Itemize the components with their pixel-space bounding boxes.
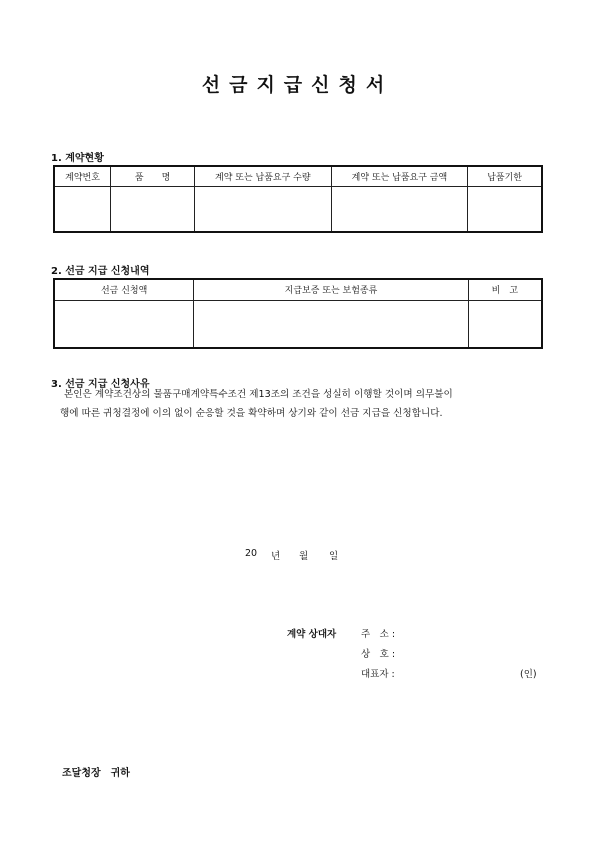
cell-amount[interactable] [331, 186, 468, 232]
col-deadline: 납품기한 [468, 166, 542, 186]
seal-mark: (인) [520, 669, 537, 680]
col-amount: 계약 또는 납품요구 금액 [331, 166, 468, 186]
date-month-label: 월 [299, 551, 309, 562]
representative-label: 대표자 : [361, 669, 395, 680]
cell-contract-no[interactable] [54, 186, 111, 232]
reason-line-1: 본인은 계약조건상의 물품구매계약특수조건 제13조의 조건을 성실히 이행할 것이며 의무불이 [64, 389, 453, 400]
date-year-label: 년 [271, 551, 281, 562]
col-guarantee-type: 지급보증 또는 보험종류 [194, 279, 468, 300]
section1-heading: 1. 계약현황 [51, 153, 104, 164]
cell-item-name[interactable] [111, 186, 195, 232]
reason-paragraph [60, 385, 544, 423]
section3-heading: 3. 선금 지급 신청사유 [51, 379, 150, 390]
date-year: 20 [245, 548, 258, 559]
col-advance-amount: 선금 신청액 [54, 279, 194, 300]
cell-quantity[interactable] [195, 186, 332, 232]
signer-label: 계약 상대자 [287, 629, 337, 640]
document-title: 선금지급신청서 [201, 74, 394, 96]
cell-advance-amount[interactable] [54, 300, 194, 348]
col-contract-no: 계약번호 [54, 166, 111, 186]
reason-line-2: 행에 따른 귀청결정에 이의 없이 순응할 것을 확약하며 상기와 같이 선금 지급을 신청합니다. [60, 408, 443, 419]
section2-heading: 2. 선금 지급 신청내역 [51, 266, 150, 277]
addressee: 조달청장 귀하 [62, 768, 130, 779]
cell-deadline[interactable] [468, 186, 542, 232]
address-label: 주 소 : [361, 629, 396, 640]
advance-request-table [53, 278, 543, 349]
col-remarks: 비 고 [468, 279, 542, 300]
col-quantity: 계약 또는 납품요구 수량 [195, 166, 332, 186]
date-day-label: 일 [329, 551, 339, 562]
cell-remarks[interactable] [468, 300, 542, 348]
col-item-name: 품 명 [111, 166, 195, 186]
trade-name-label: 상 호 : [361, 649, 396, 660]
contract-status-table [53, 165, 543, 233]
cell-guarantee-type[interactable] [194, 300, 468, 348]
